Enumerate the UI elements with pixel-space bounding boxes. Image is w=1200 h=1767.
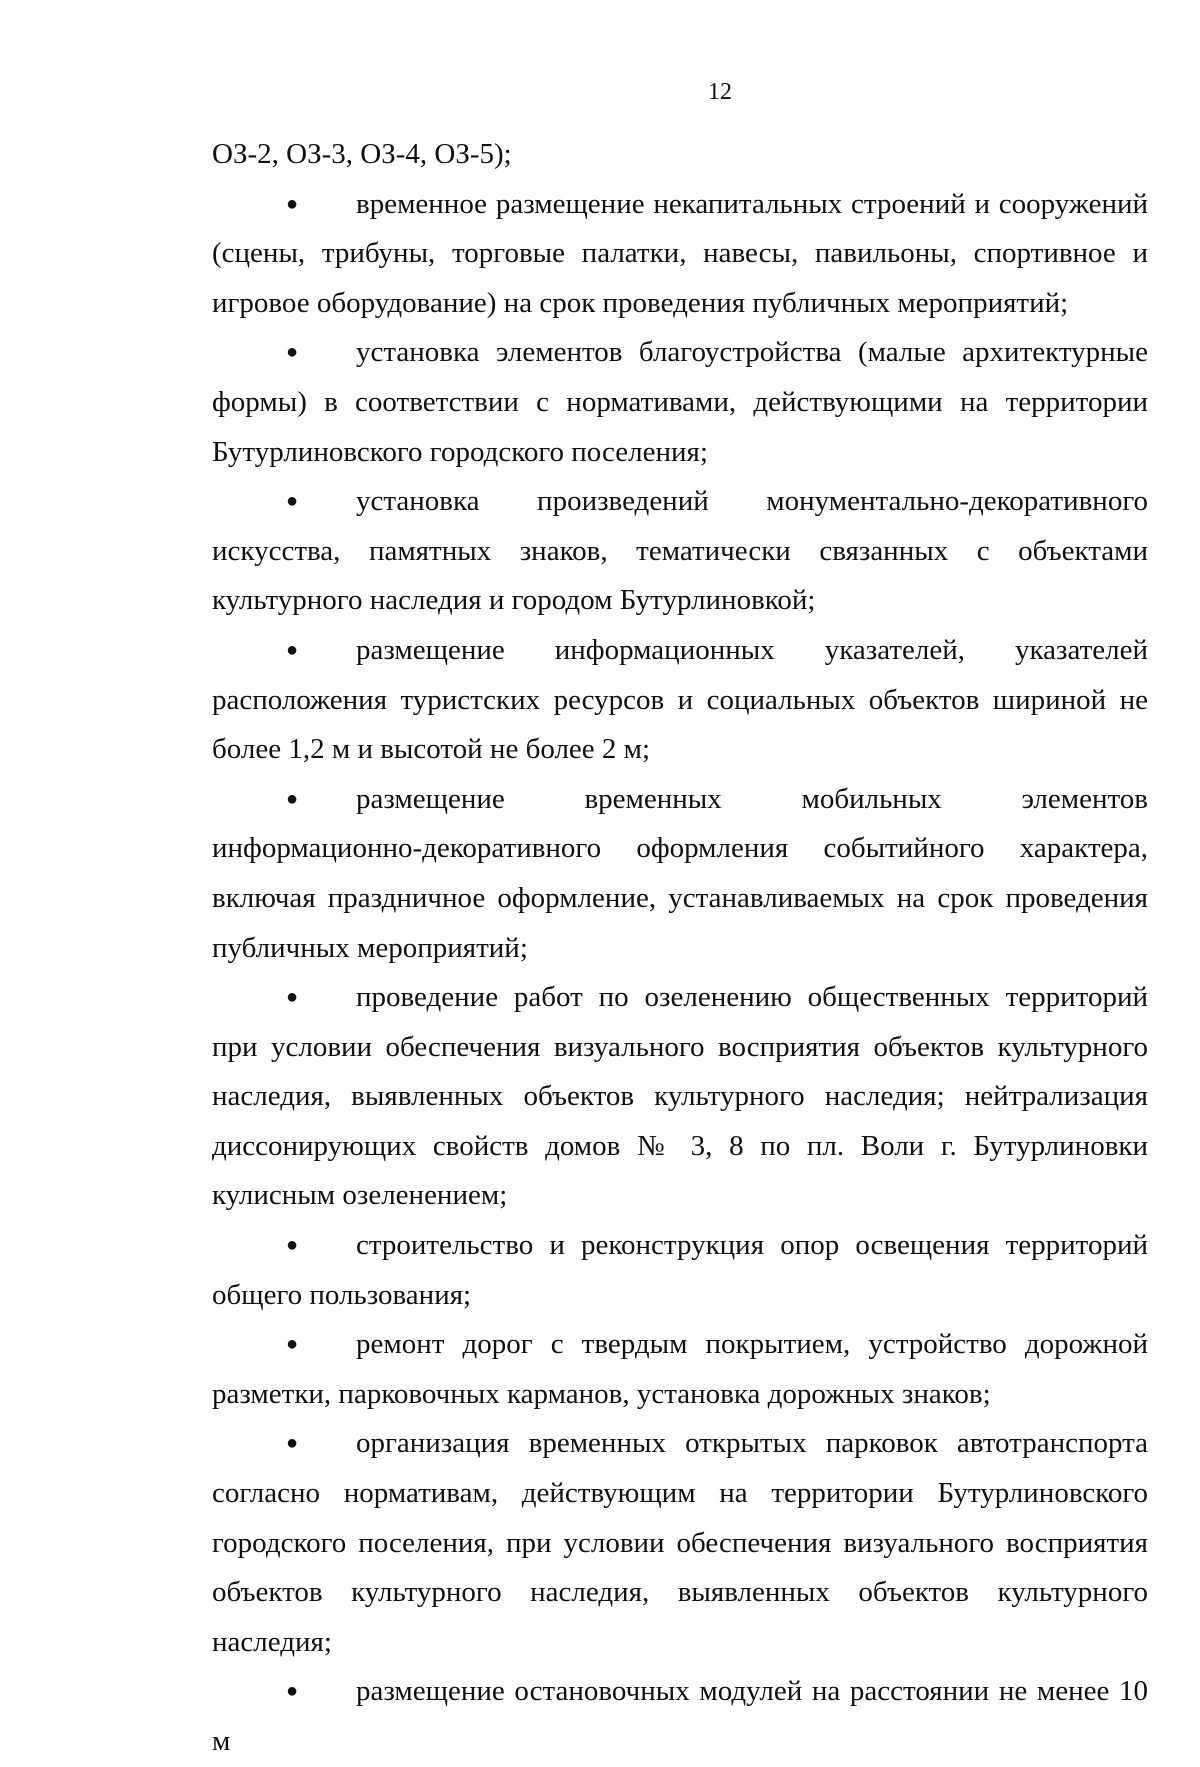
list-item <box>212 1221 1148 1320</box>
list-item-text: проведение работ по озеленению общественных территорий при условии обеспечения визуального восприятия объектов культурного наследия, выявленных объектов культурного наследия; нейтрализация диссонирующих свойств домов № 3, 8 по пл. Воли г. Бутурлиновки кулисным озеленением; <box>212 981 1148 1212</box>
list-item-text: организация временных открытых парковок автотранспорта согласно нормативам, действующим на территории Бутурлиновского городского поселения, при условии обеспечения визуального восприятия объектов культурного наследия, выявленных объектов культурного наследия; <box>212 1427 1148 1658</box>
bullet-icon: ● <box>286 490 299 513</box>
list-item-text: размещение временных мобильных элементов информационно-декоративного оформления событийного характера, включая праздничное оформление, устанавливаемых на срок проведения публичных мероприятий; <box>212 782 1148 964</box>
list-item-text: строительство и реконструкция опор освещения территорий общего пользования; <box>212 1229 1148 1311</box>
list-item <box>212 973 1148 1221</box>
list-item <box>212 626 1148 775</box>
bullet-icon: ● <box>286 1680 299 1703</box>
list-item-text: размещение информационных указателей, указателей расположения туристских ресурсов и социальных объектов шириной не более 1,2 м и высотой не более 2 м; <box>212 633 1148 766</box>
list-item <box>212 1320 1148 1419</box>
bullet-icon: ● <box>286 341 299 364</box>
bullet-icon: ● <box>286 1234 299 1257</box>
lead-paragraph: ОЗ-2, ОЗ-3, ОЗ-4, ОЗ-5); <box>212 138 512 170</box>
bullet-icon: ● <box>286 787 299 810</box>
list-item-text: установка элементов благоустройства (малые архитектурные формы) в соответствии с нормативами, действующими на территории Бутурлиновского городского поселения; <box>212 336 1148 468</box>
list-item <box>212 477 1148 626</box>
list-item-text: ремонт дорог с твердым покрытием, устройство дорожной разметки, парковочных карманов, установка дорожных знаков; <box>212 1328 1148 1410</box>
bullet-icon: ● <box>286 192 299 215</box>
list-item <box>212 1667 1148 1766</box>
list-item-text: установка произведений монументально-декоративного искусства, памятных знаков, тематически связанных с объектами культурного наследия и городом Бутурлиновкой; <box>212 485 1148 617</box>
page-number: 12 <box>708 79 732 105</box>
list-item <box>212 180 1148 329</box>
bullet-icon: ● <box>286 1432 299 1455</box>
list-item <box>212 1419 1148 1667</box>
list-item <box>212 775 1148 973</box>
list-item <box>212 328 1148 477</box>
bullet-icon: ● <box>286 1333 299 1356</box>
bullet-icon: ● <box>286 986 299 1009</box>
list-item-text: размещение остановочных модулей на расстоянии не менее 10 м <box>212 1675 1148 1757</box>
bullet-icon: ● <box>286 638 299 661</box>
document-body <box>212 130 1148 1767</box>
list-item-text: временное размещение некапитальных строений и сооружений (сцены, трибуны, торговые палатки, навесы, павильоны, спортивное и игровое оборудование) на срок проведения публичных мероприятий; <box>212 187 1148 319</box>
